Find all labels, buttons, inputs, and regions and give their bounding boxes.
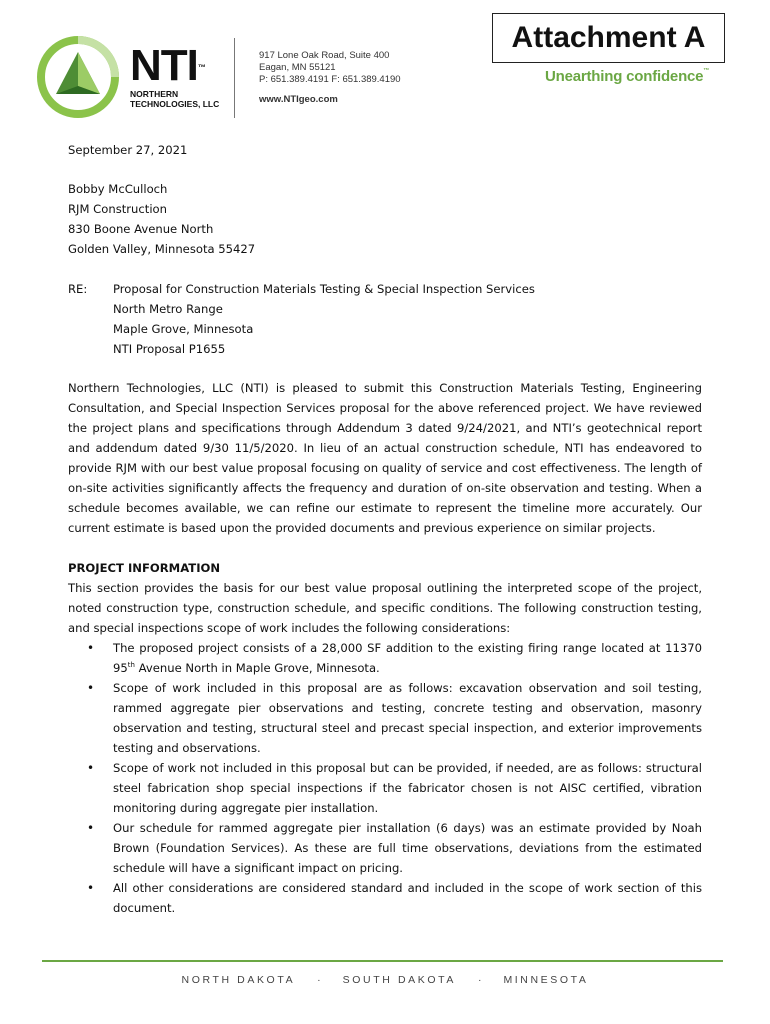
letter-date: September 27, 2021 — [68, 143, 188, 157]
footer-state-south-dakota: SOUTH DAKOTA — [342, 974, 456, 986]
brand-name: NTI — [130, 41, 198, 90]
footer-separator: · — [477, 974, 482, 986]
address-street: 917 Lone Oak Road, Suite 400 — [259, 50, 390, 61]
attachment-label: Attachment A — [511, 21, 706, 54]
recipient-block — [68, 179, 255, 259]
nti-logo-icon — [37, 36, 119, 118]
recipient-name: Bobby McCulloch — [68, 182, 168, 196]
company-website: www.NTIgeo.com — [259, 94, 338, 105]
list-item: • All other considerations are considered standard and included in the scope of work section of this document. — [68, 878, 702, 918]
list-item: • Scope of work included in this proposal are as follows: excavation observation and soil testing, rammed aggregate pier observations and testing, concrete testing and observation, masonry observation and testing, structural steel and precast special inspection, and exterior improvements testing and observations. — [68, 678, 702, 758]
recipient-street: 830 Boone Avenue North — [68, 222, 214, 236]
brand-trademark: ™ — [197, 63, 205, 72]
bullet-text-continued: Avenue North in Maple Grove, Minnesota. — [134, 661, 380, 675]
considerations-list — [68, 638, 702, 918]
brand-sub-line1: NORTHERN — [130, 89, 179, 99]
tagline-trademark: ™ — [703, 68, 710, 74]
footer-state-north-dakota: NORTH DAKOTA — [181, 974, 296, 986]
recipient-city: Golden Valley, Minnesota 55427 — [68, 242, 256, 256]
company-tagline — [545, 68, 709, 85]
re-label: RE: — [68, 282, 88, 296]
header-divider — [234, 38, 235, 118]
list-item: • Scope of work not included in this proposal but can be provided, if needed, are as follows: structural steel fabrication shop special inspections if the fabricator chosen is not AISC certified, vibration monitoring during aggregate pier installation. — [68, 758, 702, 818]
brand-wordmark — [130, 41, 220, 109]
section-heading: PROJECT INFORMATION — [68, 561, 221, 575]
bullet-superscript: th — [127, 661, 135, 670]
re-line: Proposal for Construction Materials Testing & Special Inspection Services — [113, 282, 535, 296]
intro-paragraph: Northern Technologies, LLC (NTI) is pleased to submit this Construction Materials Testing, Engineering Consultation, and Special Inspection Services proposal for the above referenced project. We have reviewed the project plans and specifications through Addendum 3 dated 9/24/2021, and NTI’s geotechnical report and addendum dated 9/30 11/5/2020. In lieu of an actual construction schedule, NTI has endeavored to provide RJM with our best value proposal focusing on quality of service and cost effectiveness. The length of on-site activities significantly affects the frequency and duration of on-site observation and testing. When a schedule becomes available, we can refine our estimate to represent the timeline more accurately. Our current estimate is based upon the provided documents and previous experience on similar projects. — [68, 381, 702, 535]
section-intro-paragraph: This section provides the basis for our best value proposal outlining the interpreted scope of the project, noted construction type, construction schedule, and specific conditions. The following construction testing, and special inspections scope of work includes the following considerations: — [68, 581, 702, 635]
recipient-company: RJM Construction — [68, 202, 167, 216]
footer-states — [0, 974, 770, 986]
list-item — [68, 638, 702, 678]
re-line: North Metro Range — [113, 302, 223, 316]
re-subject — [113, 279, 535, 359]
address-phone: P: 651.389.4191 F: 651.389.4190 — [259, 74, 401, 85]
tagline-text: Unearthing confidence — [545, 68, 704, 85]
footer-state-minnesota: MINNESOTA — [503, 974, 589, 986]
footer-separator: · — [317, 974, 321, 986]
footer-rule — [42, 960, 723, 962]
attachment-label-box — [492, 13, 725, 63]
re-line: Maple Grove, Minnesota — [113, 322, 254, 336]
address-city: Eagan, MN 55121 — [259, 62, 336, 73]
re-line: NTI Proposal P1655 — [113, 342, 226, 356]
company-address — [259, 50, 401, 106]
bullet-text: The proposed project consists of a 28,000 SF addition to the existing firing range located at 11370 95 — [113, 641, 702, 675]
list-item: • Our schedule for rammed aggregate pier installation (6 days) was an estimate provided by Noah Brown (Foundation Services). As these are full time observations, deviations from the estimated schedule will have a significant impact on pricing. — [68, 818, 702, 878]
brand-sub-line2: TECHNOLOGIES, LLC — [130, 99, 220, 109]
